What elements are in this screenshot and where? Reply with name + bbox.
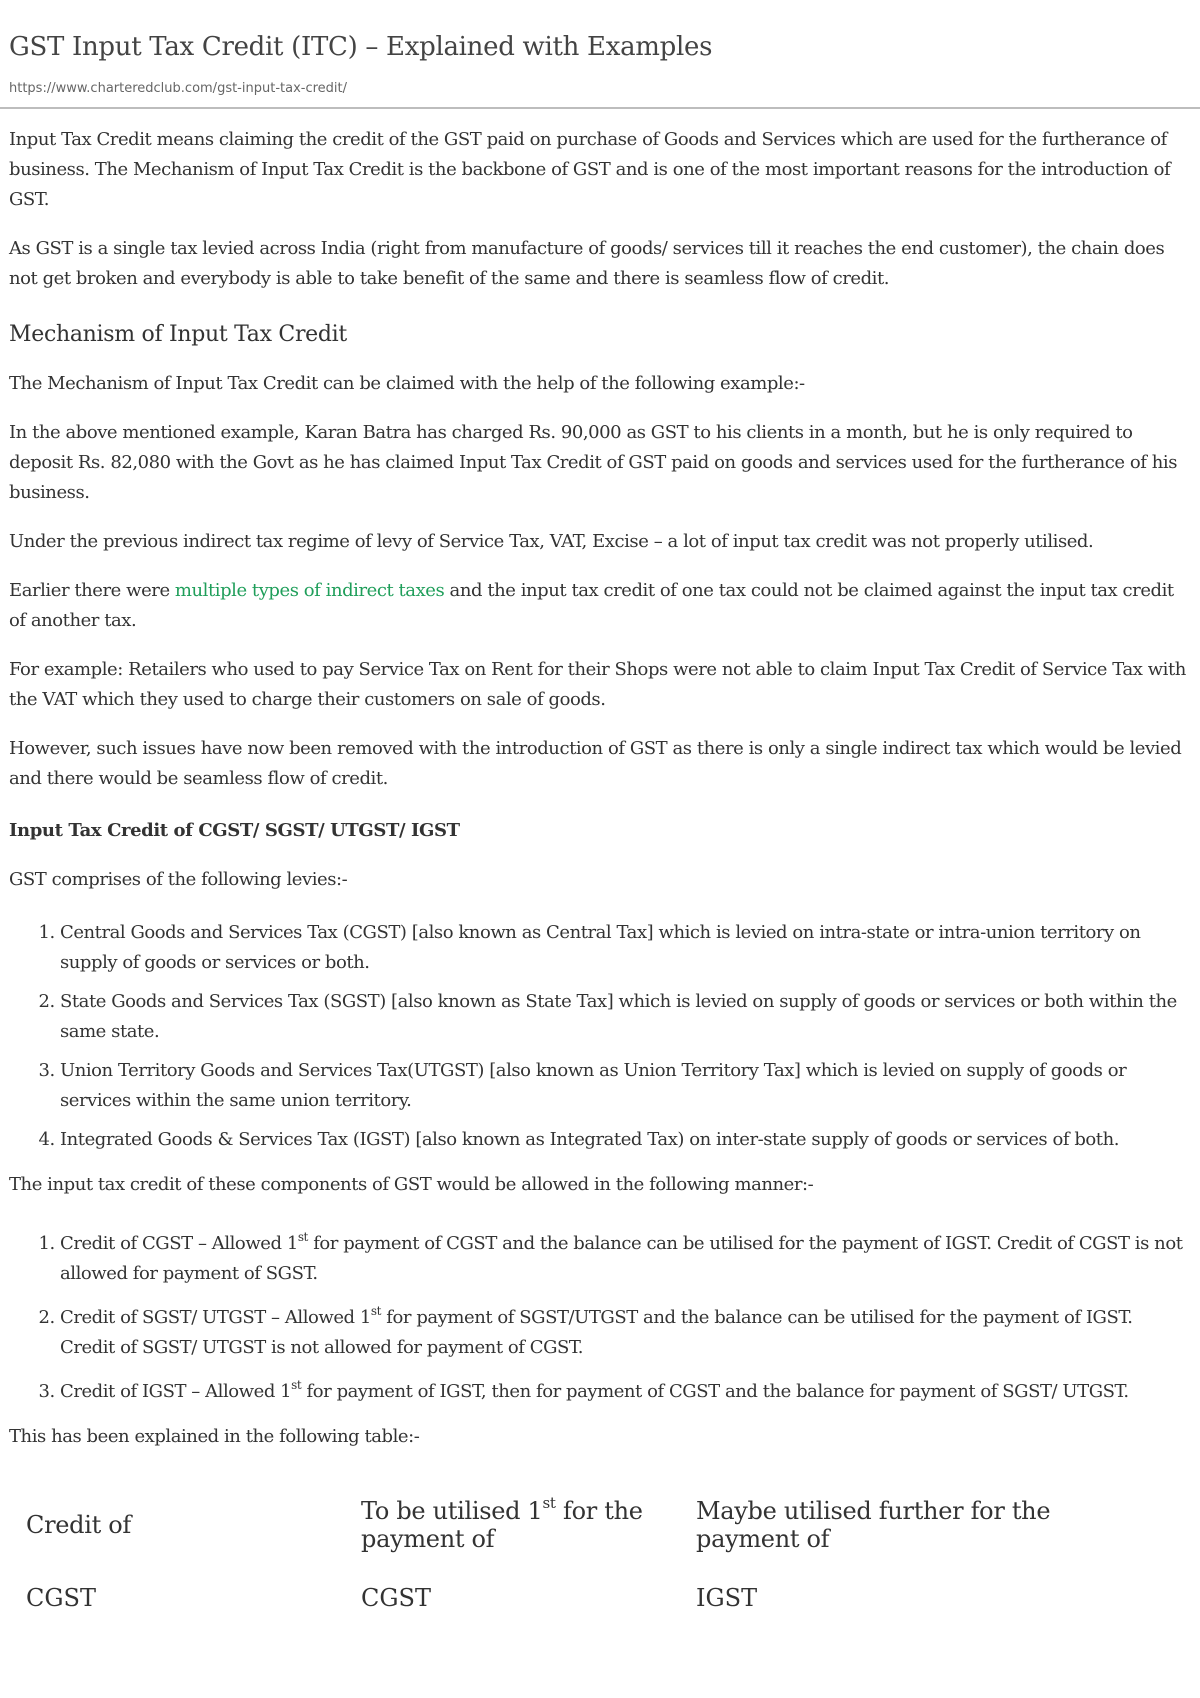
table-cell: IGST	[696, 1584, 758, 1612]
credit-list	[9, 1229, 1189, 1407]
list-item: 2. State Goods and Services Tax (SGST) [also known as State Tax] which is levied on supply of goods or services or both within the same state.	[60, 987, 1189, 1047]
previous-regime-paragraph: Under the previous indirect tax regime of levy of Service Tax, VAT, Excise – a lot of input tax credit was not properly utilised.	[9, 531, 1094, 552]
header-text: To be utilised 1	[361, 1496, 543, 1525]
table-cell: CGST	[26, 1584, 96, 1612]
intro-paragraph-2: As GST is a single tax levied across India (right from manufacture of goods/ services till it reaches the end customer), the chain does not get broken and everybody is able to take benefit of the same and there is seamless flow of credit.	[9, 238, 1165, 289]
list-item: 3. Union Territory Goods and Services Tax(UTGST) [also known as Union Territory Tax] which is levied on supply of goods or services within the same union territory.	[60, 1056, 1189, 1116]
indirect-taxes-link[interactable]: multiple types of indirect taxes	[174, 580, 445, 601]
table-intro: This has been explained in the following table:-	[9, 1426, 420, 1447]
levies-intro: GST comprises of the following levies:-	[9, 869, 348, 890]
source-url: https://www.charteredclub.com/gst-input-tax-credit/	[9, 81, 347, 96]
credit-text: Credit of IGST – Allowed 1	[60, 1381, 292, 1402]
column-header-credit-of: Credit of	[26, 1510, 131, 1539]
section-heading-itc: Input Tax Credit of CGST/ SGST/ UTGST/ IGST	[9, 820, 460, 841]
credit-text: for payment of SGST/UTGST and the balance can be utilised for the payment of IGST. Credit of SGST/ UTGST is not allowed for payment of CGST.	[60, 1307, 1133, 1358]
ordinal-suffix: st	[291, 1378, 302, 1392]
credit-text: Credit of CGST – Allowed 1	[60, 1233, 298, 1254]
credit-text: Credit of SGST/ UTGST – Allowed 1	[60, 1307, 371, 1328]
table-row	[9, 1562, 1109, 1612]
table-header-row	[9, 1487, 1109, 1562]
list-item	[60, 1229, 1189, 1289]
earlier-paragraph	[9, 576, 1189, 636]
credit-text: for payment of CGST and the balance can be utilised for the payment of IGST. Credit of CGST is not allowed for payment of SGST.	[60, 1233, 1183, 1284]
column-header-utilised-further: Maybe utilised further for the payment of	[696, 1496, 1051, 1553]
list-item	[60, 1303, 1189, 1363]
credit-utilisation-table	[9, 1487, 1109, 1612]
levies-list	[9, 918, 1189, 1155]
list-item: 4. Integrated Goods & Services Tax (IGST) [also known as Integrated Tax) on inter-state supply of goods or services of both.	[60, 1125, 1189, 1155]
example-paragraph: In the above mentioned example, Karan Batra has charged Rs. 90,000 as GST to his clients in a month, but he is only required to deposit Rs. 82,080 with the Govt as he has claimed Input Tax Credit of GST paid on goods and services used for the furtherance of his business.	[9, 422, 1178, 503]
earlier-text-start: Earlier there were	[9, 580, 175, 601]
mechanism-paragraph: The Mechanism of Input Tax Credit can be claimed with the help of the following example:-	[9, 373, 805, 394]
list-item	[60, 1377, 1189, 1407]
credit-manner-intro: The input tax credit of these components of GST would be allowed in the following manner:-	[9, 1174, 814, 1195]
page-title: GST Input Tax Credit (ITC) – Explained with Examples	[9, 32, 713, 62]
retailer-example-paragraph: For example: Retailers who used to pay Service Tax on Rent for their Shops were not able to claim Input Tax Credit of Service Tax with the VAT which they used to charge their customers on sale of goods.	[9, 659, 1186, 710]
header-divider	[0, 107, 1200, 109]
credit-text: for payment of IGST, then for payment of CGST and the balance for payment of SGST/ UTGST.	[301, 1381, 1129, 1402]
ordinal-suffix: st	[297, 1230, 308, 1244]
header-text: for the payment of	[361, 1496, 643, 1553]
intro-paragraph: Input Tax Credit means claiming the credit of the GST paid on purchase of Goods and Services which are used for the furtherance of business. The Mechanism of Input Tax Credit is the backbone of GST and is one of the most important reasons for the introduction of GST.	[9, 129, 1171, 210]
column-header-utilised-first	[344, 1487, 679, 1562]
gst-removal-paragraph: However, such issues have now been removed with the introduction of GST as there is only a single indirect tax which would be levied and there would be seamless flow of credit.	[9, 738, 1182, 789]
ordinal-suffix: st	[370, 1304, 382, 1318]
earlier-text-end: and the input tax credit of one tax could not be claimed against the input tax credit of another tax.	[9, 580, 1174, 631]
list-item: 1. Central Goods and Services Tax (CGST) [also known as Central Tax] which is levied on intra-state or intra-union territory on supply of goods or services or both.	[60, 918, 1189, 978]
table-cell: CGST	[361, 1584, 431, 1612]
section-heading-mechanism: Mechanism of Input Tax Credit	[9, 322, 347, 347]
ordinal-suffix: st	[542, 1493, 556, 1512]
